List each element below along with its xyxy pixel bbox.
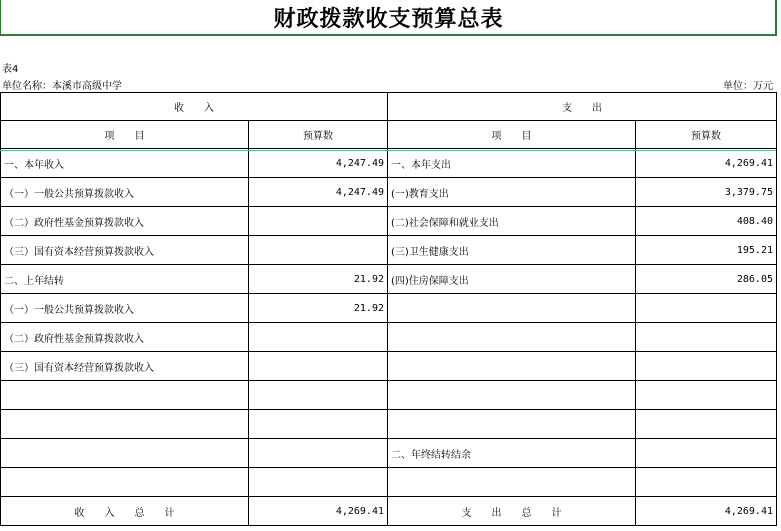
expense-value-cell: 286.05 <box>636 265 777 294</box>
income-item-cell: （二）政府性基金预算拨款收入 <box>1 323 249 352</box>
expense-value-cell <box>636 294 777 323</box>
expense-item-cell <box>388 323 636 352</box>
income-item-cell: （二）政府性基金预算拨款收入 <box>1 207 249 236</box>
expense-item-cell: (四)住房保障支出 <box>388 265 636 294</box>
income-budget-header: 预算数 <box>249 121 388 149</box>
expense-value-cell: 3,379.75 <box>636 178 777 207</box>
table-row <box>1 439 777 468</box>
income-value-cell: 4,247.49 <box>249 149 388 178</box>
income-value-cell <box>249 323 388 352</box>
expense-item-cell <box>388 381 636 410</box>
budget-table <box>0 92 777 526</box>
expense-value-cell: 195.21 <box>636 236 777 265</box>
expense-item-cell: (一)教育支出 <box>388 178 636 207</box>
income-item-cell: （一）一般公共预算拨款收入 <box>1 294 249 323</box>
expense-item-header: 项 目 <box>388 121 636 149</box>
income-value-cell <box>249 439 388 468</box>
income-value-cell: 21.92 <box>249 265 388 294</box>
income-value-cell <box>249 468 388 497</box>
expense-header: 支 出 <box>388 93 777 121</box>
income-item-cell <box>1 410 249 439</box>
expense-item-cell: (二)社会保障和就业支出 <box>388 207 636 236</box>
totals-row <box>1 497 777 526</box>
expense-value-cell: 4,269.41 <box>636 149 777 178</box>
income-value-cell: 4,247.49 <box>249 178 388 207</box>
income-value-cell <box>249 236 388 265</box>
income-item-cell <box>1 381 249 410</box>
expense-value-cell <box>636 410 777 439</box>
income-value-cell <box>249 207 388 236</box>
income-value-cell: 21.92 <box>249 294 388 323</box>
income-item-cell <box>1 468 249 497</box>
expense-total-label: 支 出 总 计 <box>388 497 636 526</box>
expense-value-cell <box>636 352 777 381</box>
table-row <box>1 149 777 178</box>
unit-label: 单位：万元 <box>723 81 773 92</box>
income-value-cell <box>249 352 388 381</box>
row-highlight-line <box>0 150 776 151</box>
expense-total-value: 4,269.41 <box>636 497 777 526</box>
expense-item-cell: 二、年终结转结余 <box>388 439 636 468</box>
table-row <box>1 381 777 410</box>
table-row <box>1 323 777 352</box>
expense-value-cell <box>636 468 777 497</box>
income-item-cell: （三）国有资本经营预算拨款收入 <box>1 236 249 265</box>
expense-value-cell <box>636 381 777 410</box>
expense-item-cell: (三)卫生健康支出 <box>388 236 636 265</box>
expense-value-cell: 408.40 <box>636 207 777 236</box>
income-header: 收 入 <box>1 93 388 121</box>
expense-budget-header: 预算数 <box>636 121 777 149</box>
expense-item-cell <box>388 468 636 497</box>
income-item-cell <box>1 439 249 468</box>
unit-name: 单位名称：本溪市高级中学 <box>2 81 122 92</box>
table-number: 表4 <box>2 64 19 75</box>
income-value-cell <box>249 410 388 439</box>
income-value-cell <box>249 381 388 410</box>
table-row <box>1 207 777 236</box>
table-row <box>1 265 777 294</box>
expense-value-cell <box>636 323 777 352</box>
expense-item-cell: 一、本年支出 <box>388 149 636 178</box>
expense-item-cell <box>388 294 636 323</box>
income-total-label: 收 入 总 计 <box>1 497 249 526</box>
table-row <box>1 178 777 207</box>
table-row <box>1 410 777 439</box>
expense-item-cell <box>388 410 636 439</box>
income-item-cell: （三）国有资本经营预算拨款收入 <box>1 352 249 381</box>
income-item-cell: 一、本年收入 <box>1 149 249 178</box>
table-row <box>1 468 777 497</box>
expense-value-cell <box>636 439 777 468</box>
income-item-cell: 二、上年结转 <box>1 265 249 294</box>
table-row <box>1 352 777 381</box>
table-row <box>1 294 777 323</box>
expense-item-cell <box>388 352 636 381</box>
income-item-cell: （一）一般公共预算拨款收入 <box>1 178 249 207</box>
table-row <box>1 236 777 265</box>
income-total-value: 4,269.41 <box>249 497 388 526</box>
income-item-header: 项 目 <box>1 121 249 149</box>
page-title: 财政拨款收支预算总表 <box>273 6 504 32</box>
